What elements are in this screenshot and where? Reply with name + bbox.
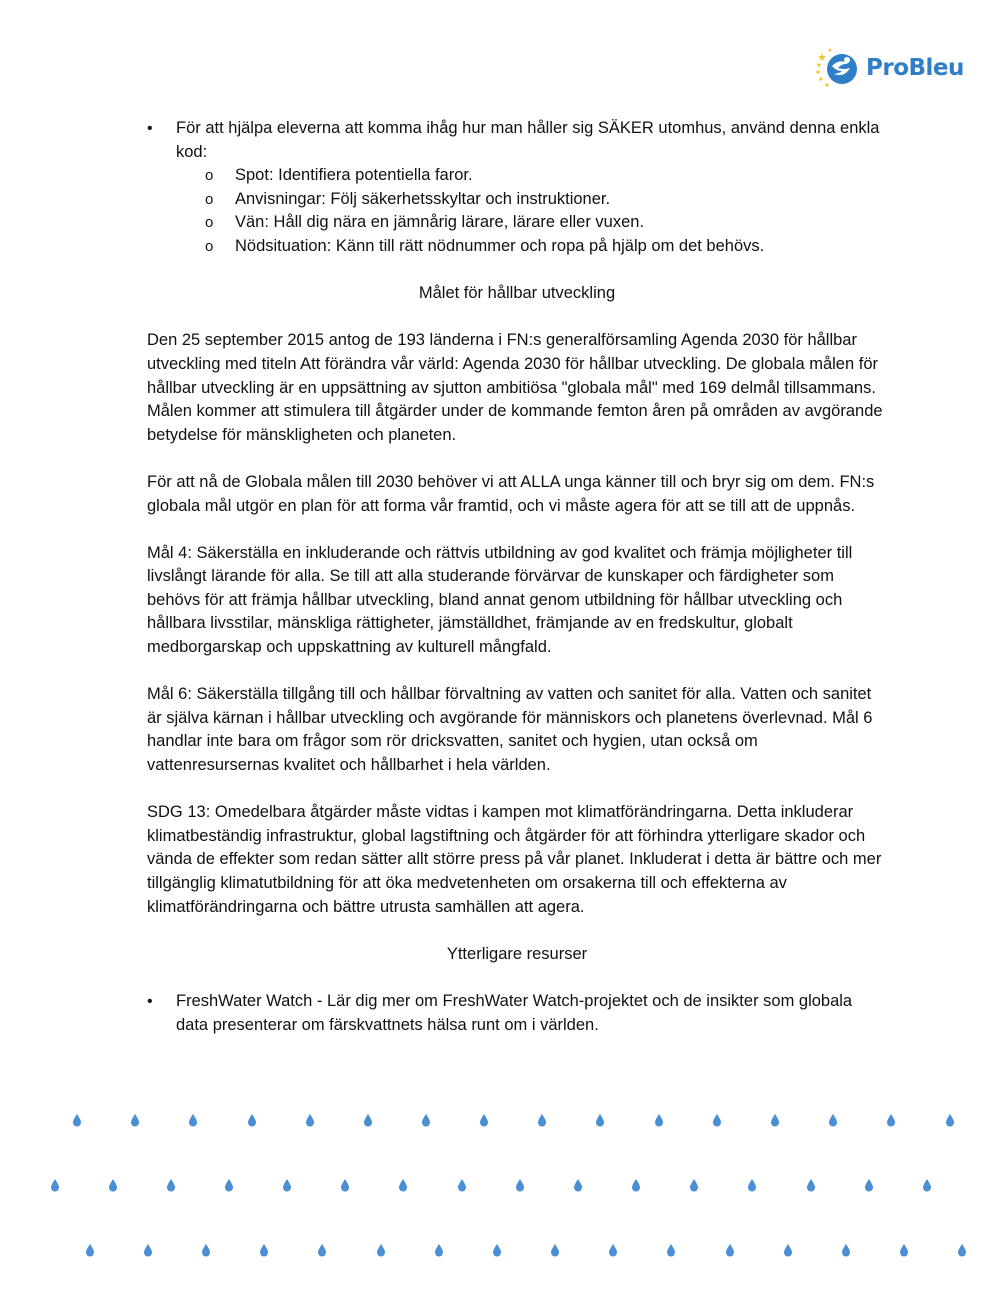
sdg-paragraph-goal-6: Mål 6: Säkerställa tillgång till och hållbar förvaltning av vatten och sanitet för alla. Vatten och sanitet är själva kärnan i hållbar utveckling och avgörande för människors och planetens överlevnad. Mål 6 handlar inte bara om frågor som rör dricksvatten, sanitet och hygien, utan också om vattenresursernas kvalitet och hållbarhet i hela världen. — [147, 685, 873, 775]
list-item — [205, 211, 887, 235]
sdg-heading: Målet för hållbar utveckling — [418, 284, 616, 303]
document-body — [147, 117, 887, 1037]
sub-bullet-icon: o — [205, 167, 214, 185]
list-item — [205, 164, 887, 188]
sub-bullet-icon: o — [205, 190, 214, 208]
safety-code-list — [147, 164, 887, 258]
sub-bullet-icon: o — [205, 237, 214, 255]
safety-item-anvisningar: Anvisningar: Följ säkerhetsskyltar och instruktioner. — [235, 189, 611, 208]
water-drop-pattern — [0, 1095, 1000, 1294]
sdg-paragraph-goal-4: Mål 4: Säkerställa en inkluderande och rättvis utbildning av god kvalitet och främja möjligheter till livslångt lärande för alla. Se till att alla studerande förvärvar de kunskaper och färdigheter som behövs för att främja hållbar utveckling, bland annat genom utbildning för hållbar utveckling och hållbara livsstilar, mänskliga rättigheter, jämställdhet, främjande av en fredskultur, globalt medborgarskap och uppskattning av kulturell mångfald. — [147, 543, 853, 657]
sdg-paragraph-youth: För att nå de Globala målen till 2030 behöver vi att ALLA unga känner till och bryr sig om dem. FN:s globala mål utgör en plan för att forma vår framtid, och vi måste agera för att se till att de uppnås. — [147, 472, 875, 515]
sub-bullet-icon: o — [205, 214, 214, 232]
sdg-paragraph-goal-13: SDG 13: Omedelbara åtgärder måste vidtas i kampen mot klimatförändringarna. Detta inkluderar klimatbeständig infrastruktur, global lagstiftning och åtgärder för att förhindra ytterligare skador och vända de effekter som redan sätter allt större press på vår planet. Inkluderat i detta är bättre och mer tillgänglig klimatutbildning för att öka medvetenheten om orsakerna till och effekterna av klimatförändringarna och bättre utrusta samhällen att agera. — [147, 803, 882, 916]
list-item — [205, 188, 887, 212]
logo-text: ProBleu — [866, 55, 964, 81]
bullet-icon: • — [147, 992, 153, 1010]
probleu-logo — [814, 46, 964, 90]
water-drop-icons — [51, 1114, 966, 1257]
safety-intro-item — [147, 117, 887, 164]
list-item — [205, 235, 887, 259]
resources-heading: Ytterligare resurser — [446, 944, 588, 963]
safety-item-spot: Spot: Identifiera potentiella faror. — [235, 166, 473, 185]
probleu-logo-icon — [814, 46, 862, 90]
bullet-icon: • — [147, 120, 153, 137]
list-item — [147, 990, 887, 1037]
safety-item-van: Vän: Håll dig nära en jämnårig lärare, lärare eller vuxen. — [235, 213, 645, 232]
resource-freshwater-watch: FreshWater Watch - Lär dig mer om FreshWater Watch-projektet och de insikter som globala data presenterar om färskvattnets hälsa runt om i världen. — [176, 991, 853, 1034]
safety-item-nodsituation: Nödsituation: Känn till rätt nödnummer och ropa på hjälp om det behövs. — [235, 236, 765, 255]
sdg-paragraph-agenda: Den 25 september 2015 antog de 193 länderna i FN:s generalförsamling Agenda 2030 för hållbar utveckling med titeln Att förändra vår värld: Agenda 2030 för hållbar utveckling. De globala målen för hållbar utveckling är en uppsättning av sjutton ambitiösa "globala mål" med 169 delmål tillsammans. Målen kommer att stimulera till åtgärder under de kommande femton åren på områden av avgörande betydelse för mänskligheten och planeten. — [147, 331, 883, 444]
safety-intro: För att hjälpa eleverna att komma ihåg hur man håller sig SÄKER utomhus, använd denna enkla kod: — [176, 119, 880, 161]
